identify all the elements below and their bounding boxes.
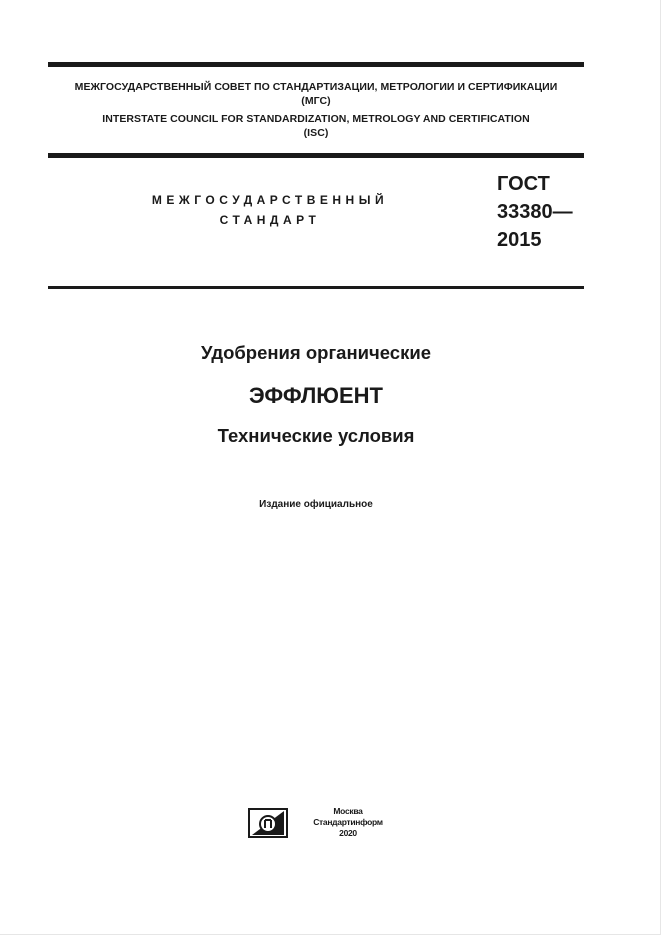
middle-rule [48,153,584,158]
council-name-en: INTERSTATE COUNCIL FOR STANDARDIZATION, METROLOGY AND CERTIFICATION [102,113,530,125]
standard-label: СТАНДАРТ [219,213,321,227]
gost-number: 33380— [497,201,573,223]
document-kind: Удобрения органические [200,342,432,363]
interstate-label: МЕЖГОСУДАРСТВЕННЫЙ [151,193,389,207]
gost-year: 2015 [497,229,542,251]
bottom-rule [48,286,584,289]
council-name-ru: МЕЖГОСУДАРСТВЕННЫЙ СОВЕТ ПО СТАНДАРТИЗАЦИИ, МЕТРОЛОГИИ И СЕРТИФИКАЦИИ [74,81,558,93]
publisher-name: Стандартинформ [313,817,383,827]
publisher-city: Москва [333,806,363,816]
top-rule [48,62,584,67]
document-subtitle: Технические условия [217,425,415,446]
document-title: ЭФФЛЮЕНТ [249,383,383,408]
council-abbr-ru: (МГС) [301,95,331,107]
council-abbr-en: (ISC) [303,127,329,139]
standartinform-logo-icon [248,808,288,838]
publisher-year: 2020 [339,828,357,838]
gost-label: ГОСТ [497,173,550,195]
edition-note: Издание официальное [259,499,373,510]
